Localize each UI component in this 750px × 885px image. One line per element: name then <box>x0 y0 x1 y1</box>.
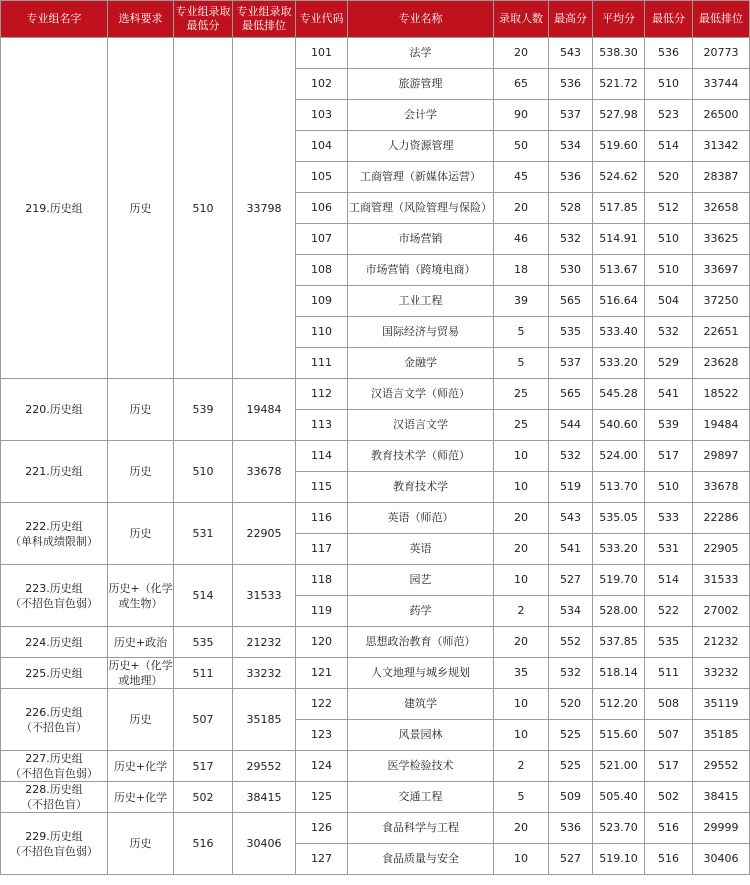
max-score: 536 <box>549 813 593 844</box>
group-min-rank: 19484 <box>233 379 296 441</box>
table-row <box>1 813 750 844</box>
subject-requirement: 历史+化学 <box>108 751 174 782</box>
min-rank: 33744 <box>693 69 750 100</box>
min-score: 516 <box>645 844 693 875</box>
table-row <box>1 441 750 472</box>
avg-score: 519.10 <box>593 844 645 875</box>
avg-score: 518.14 <box>593 658 645 689</box>
major-name: 法学 <box>348 38 494 69</box>
min-rank: 30406 <box>693 844 750 875</box>
avg-score: 512.20 <box>593 689 645 720</box>
min-rank: 27002 <box>693 596 750 627</box>
group-min-score: 510 <box>174 38 233 379</box>
admit-count: 5 <box>494 782 549 813</box>
major-name: 英语 <box>348 534 494 565</box>
max-score: 537 <box>549 348 593 379</box>
subject-requirement: 历史+政治 <box>108 627 174 658</box>
major-code: 104 <box>296 131 348 162</box>
major-code: 124 <box>296 751 348 782</box>
max-score: 552 <box>549 627 593 658</box>
admit-count: 45 <box>494 162 549 193</box>
max-score: 528 <box>549 193 593 224</box>
max-score: 541 <box>549 534 593 565</box>
max-score: 534 <box>549 596 593 627</box>
min-rank: 19484 <box>693 410 750 441</box>
min-rank: 33232 <box>693 658 750 689</box>
min-score: 523 <box>645 100 693 131</box>
subject-requirement: 历史+（化学 或生物） <box>108 565 174 627</box>
max-score: 565 <box>549 379 593 410</box>
group-min-score: 514 <box>174 565 233 627</box>
min-score: 517 <box>645 751 693 782</box>
max-score: 536 <box>549 162 593 193</box>
avg-score: 545.28 <box>593 379 645 410</box>
avg-score: 521.00 <box>593 751 645 782</box>
min-score: 520 <box>645 162 693 193</box>
major-name: 食品质量与安全 <box>348 844 494 875</box>
min-score: 510 <box>645 69 693 100</box>
max-score: 565 <box>549 286 593 317</box>
min-score: 535 <box>645 627 693 658</box>
avg-score: 515.60 <box>593 720 645 751</box>
group-min-rank: 33678 <box>233 441 296 503</box>
min-score: 532 <box>645 317 693 348</box>
major-name: 工业工程 <box>348 286 494 317</box>
group-min-score: 531 <box>174 503 233 565</box>
group-name: 225.历史组 <box>1 658 108 689</box>
min-rank: 29552 <box>693 751 750 782</box>
avg-score: 514.91 <box>593 224 645 255</box>
major-code: 111 <box>296 348 348 379</box>
avg-score: 519.70 <box>593 565 645 596</box>
max-score: 543 <box>549 503 593 534</box>
avg-score: 505.40 <box>593 782 645 813</box>
major-name: 市场营销 <box>348 224 494 255</box>
subject-requirement: 历史 <box>108 813 174 875</box>
max-score: 532 <box>549 441 593 472</box>
avg-score: 513.67 <box>593 255 645 286</box>
avg-score: 527.98 <box>593 100 645 131</box>
table-row <box>1 782 750 813</box>
admit-count: 10 <box>494 844 549 875</box>
group-name: 220.历史组 <box>1 379 108 441</box>
min-score: 508 <box>645 689 693 720</box>
major-name: 风景园林 <box>348 720 494 751</box>
major-name: 园艺 <box>348 565 494 596</box>
major-name: 汉语言文学（师范） <box>348 379 494 410</box>
max-score: 535 <box>549 317 593 348</box>
group-name: 228.历史组 （不招色盲） <box>1 782 108 813</box>
admit-count: 10 <box>494 565 549 596</box>
group-name: 227.历史组 （不招色盲色弱） <box>1 751 108 782</box>
major-name: 食品科学与工程 <box>348 813 494 844</box>
admit-count: 39 <box>494 286 549 317</box>
major-name: 人力资源管理 <box>348 131 494 162</box>
group-min-score: 535 <box>174 627 233 658</box>
group-min-rank: 38415 <box>233 782 296 813</box>
group-name: 229.历史组 （不招色盲色弱） <box>1 813 108 875</box>
admit-count: 20 <box>494 534 549 565</box>
min-rank: 22651 <box>693 317 750 348</box>
group-min-score: 502 <box>174 782 233 813</box>
max-score: 527 <box>549 844 593 875</box>
header-group-name: 专业组名字 <box>1 1 108 38</box>
major-code: 103 <box>296 100 348 131</box>
subject-requirement: 历史 <box>108 38 174 379</box>
min-score: 510 <box>645 472 693 503</box>
min-score: 541 <box>645 379 693 410</box>
subject-requirement: 历史 <box>108 379 174 441</box>
header-min-score: 最低分 <box>645 1 693 38</box>
max-score: 525 <box>549 720 593 751</box>
group-min-rank: 29552 <box>233 751 296 782</box>
major-name: 英语（师范） <box>348 503 494 534</box>
major-code: 116 <box>296 503 348 534</box>
min-score: 531 <box>645 534 693 565</box>
min-rank: 35185 <box>693 720 750 751</box>
min-rank: 33678 <box>693 472 750 503</box>
min-score: 514 <box>645 565 693 596</box>
major-name: 会计学 <box>348 100 494 131</box>
min-rank: 29897 <box>693 441 750 472</box>
admit-count: 10 <box>494 689 549 720</box>
admit-count: 90 <box>494 100 549 131</box>
major-name: 建筑学 <box>348 689 494 720</box>
group-min-rank: 31533 <box>233 565 296 627</box>
admit-count: 20 <box>494 627 549 658</box>
min-rank: 31533 <box>693 565 750 596</box>
avg-score: 533.40 <box>593 317 645 348</box>
max-score: 525 <box>549 751 593 782</box>
major-code: 105 <box>296 162 348 193</box>
subject-requirement: 历史+化学 <box>108 782 174 813</box>
admit-count: 35 <box>494 658 549 689</box>
subject-requirement: 历史+（化学 或地理） <box>108 659 173 687</box>
major-code: 117 <box>296 534 348 565</box>
major-name: 旅游管理 <box>348 69 494 100</box>
header-group-min-rank: 专业组录取 最低排位 <box>233 1 296 38</box>
min-rank: 37250 <box>693 286 750 317</box>
major-code: 118 <box>296 565 348 596</box>
major-code: 119 <box>296 596 348 627</box>
avg-score: 537.85 <box>593 627 645 658</box>
major-name: 工商管理（新媒体运营） <box>348 162 494 193</box>
major-name: 人文地理与城乡规划 <box>348 658 494 689</box>
table-body <box>1 38 750 875</box>
table-row <box>1 658 750 689</box>
min-score: 517 <box>645 441 693 472</box>
major-code: 114 <box>296 441 348 472</box>
subject-requirement: 历史 <box>108 689 174 751</box>
group-name: 224.历史组 <box>1 627 108 658</box>
avg-score: 538.30 <box>593 38 645 69</box>
group-min-rank: 33232 <box>233 658 296 689</box>
major-code: 120 <box>296 627 348 658</box>
admit-count: 2 <box>494 751 549 782</box>
admit-count: 25 <box>494 410 549 441</box>
max-score: 532 <box>549 658 593 689</box>
avg-score: 540.60 <box>593 410 645 441</box>
major-code: 102 <box>296 69 348 100</box>
admit-count: 2 <box>494 596 549 627</box>
major-name: 教育技术学（师范） <box>348 441 494 472</box>
min-score: 539 <box>645 410 693 441</box>
avg-score: 516.64 <box>593 286 645 317</box>
major-code: 122 <box>296 689 348 720</box>
admit-count: 46 <box>494 224 549 255</box>
min-score: 533 <box>645 503 693 534</box>
admit-count: 20 <box>494 503 549 534</box>
admit-count: 20 <box>494 813 549 844</box>
max-score: 534 <box>549 131 593 162</box>
min-score: 507 <box>645 720 693 751</box>
admit-count: 65 <box>494 69 549 100</box>
group-min-score: 517 <box>174 751 233 782</box>
admit-count: 18 <box>494 255 549 286</box>
min-score: 512 <box>645 193 693 224</box>
min-score: 510 <box>645 255 693 286</box>
table-row <box>1 689 750 720</box>
avg-score: 524.00 <box>593 441 645 472</box>
table-row <box>1 627 750 658</box>
min-score: 529 <box>645 348 693 379</box>
major-name: 思想政治教育（师范） <box>348 627 494 658</box>
table-header <box>1 1 750 38</box>
major-code: 112 <box>296 379 348 410</box>
avg-score: 533.20 <box>593 534 645 565</box>
header-major-name: 专业名称 <box>348 1 494 38</box>
admit-count: 5 <box>494 348 549 379</box>
avg-score: 517.85 <box>593 193 645 224</box>
min-rank: 32658 <box>693 193 750 224</box>
header-admit-count: 录取人数 <box>494 1 549 38</box>
min-rank: 20773 <box>693 38 750 69</box>
max-score: 520 <box>549 689 593 720</box>
admit-count: 10 <box>494 472 549 503</box>
table-row <box>1 751 750 782</box>
major-name: 教育技术学 <box>348 472 494 503</box>
min-rank: 33697 <box>693 255 750 286</box>
min-score: 522 <box>645 596 693 627</box>
min-rank: 29999 <box>693 813 750 844</box>
avg-score: 519.60 <box>593 131 645 162</box>
major-name: 医学检验技术 <box>348 751 494 782</box>
group-min-score: 507 <box>174 689 233 751</box>
max-score: 537 <box>549 100 593 131</box>
min-score: 536 <box>645 38 693 69</box>
min-score: 516 <box>645 813 693 844</box>
group-min-rank: 35185 <box>233 689 296 751</box>
max-score: 544 <box>549 410 593 441</box>
group-name: 219.历史组 <box>1 38 108 379</box>
header-avg-score: 平均分 <box>593 1 645 38</box>
avg-score: 521.72 <box>593 69 645 100</box>
min-rank: 31342 <box>693 131 750 162</box>
major-name: 市场营销（跨境电商） <box>348 255 494 286</box>
major-code: 113 <box>296 410 348 441</box>
group-min-rank: 30406 <box>233 813 296 875</box>
major-code: 121 <box>296 658 348 689</box>
header-major-code: 专业代码 <box>296 1 348 38</box>
avg-score: 523.70 <box>593 813 645 844</box>
admit-count: 50 <box>494 131 549 162</box>
min-score: 502 <box>645 782 693 813</box>
major-name: 国际经济与贸易 <box>348 317 494 348</box>
major-code: 107 <box>296 224 348 255</box>
header-subject-requirement: 选科要求 <box>108 1 174 38</box>
min-rank: 33625 <box>693 224 750 255</box>
major-name: 药学 <box>348 596 494 627</box>
min-rank: 22905 <box>693 534 750 565</box>
min-rank: 22286 <box>693 503 750 534</box>
group-name: 221.历史组 <box>1 441 108 503</box>
table-row <box>1 38 750 69</box>
admit-count: 10 <box>494 720 549 751</box>
table-row <box>1 503 750 534</box>
avg-score: 533.20 <box>593 348 645 379</box>
subject-requirement: 历史 <box>108 441 174 503</box>
max-score: 530 <box>549 255 593 286</box>
group-min-score: 516 <box>174 813 233 875</box>
major-code: 110 <box>296 317 348 348</box>
group-name: 222.历史组 （单科成绩限制） <box>1 503 108 565</box>
min-rank: 23628 <box>693 348 750 379</box>
group-min-rank: 22905 <box>233 503 296 565</box>
header-min-rank: 最低排位 <box>693 1 750 38</box>
avg-score: 535.05 <box>593 503 645 534</box>
avg-score: 513.70 <box>593 472 645 503</box>
min-rank: 38415 <box>693 782 750 813</box>
group-min-rank: 33798 <box>233 38 296 379</box>
min-score: 511 <box>645 658 693 689</box>
group-name: 223.历史组 （不招色盲色弱） <box>1 565 108 627</box>
major-code: 108 <box>296 255 348 286</box>
admit-count: 20 <box>494 193 549 224</box>
max-score: 532 <box>549 224 593 255</box>
min-score: 504 <box>645 286 693 317</box>
subject-requirement: 历史 <box>108 503 174 565</box>
max-score: 527 <box>549 565 593 596</box>
min-rank: 28387 <box>693 162 750 193</box>
major-code: 126 <box>296 813 348 844</box>
avg-score: 528.00 <box>593 596 645 627</box>
major-code: 106 <box>296 193 348 224</box>
group-min-score: 539 <box>174 379 233 441</box>
min-rank: 18522 <box>693 379 750 410</box>
major-code: 127 <box>296 844 348 875</box>
min-score: 510 <box>645 224 693 255</box>
admit-count: 20 <box>494 38 549 69</box>
group-min-score: 510 <box>174 441 233 503</box>
admit-count: 10 <box>494 441 549 472</box>
admit-count: 25 <box>494 379 549 410</box>
avg-score: 524.62 <box>593 162 645 193</box>
major-code: 115 <box>296 472 348 503</box>
max-score: 536 <box>549 69 593 100</box>
group-name: 226.历史组 （不招色盲） <box>1 689 108 751</box>
major-code: 101 <box>296 38 348 69</box>
major-code: 109 <box>296 286 348 317</box>
table-row <box>1 379 750 410</box>
major-name: 交通工程 <box>348 782 494 813</box>
max-score: 543 <box>549 38 593 69</box>
group-min-rank: 21232 <box>233 627 296 658</box>
max-score: 519 <box>549 472 593 503</box>
major-name: 金融学 <box>348 348 494 379</box>
min-rank: 21232 <box>693 627 750 658</box>
major-name: 工商管理（风险管理与保险） <box>348 193 494 224</box>
table-row <box>1 565 750 596</box>
header-max-score: 最高分 <box>549 1 593 38</box>
min-rank: 35119 <box>693 689 750 720</box>
max-score: 509 <box>549 782 593 813</box>
major-code: 123 <box>296 720 348 751</box>
major-code: 125 <box>296 782 348 813</box>
group-min-score: 511 <box>174 658 233 689</box>
min-rank: 26500 <box>693 100 750 131</box>
admit-count: 5 <box>494 317 549 348</box>
header-group-min-score: 专业组录取 最低分 <box>174 1 233 38</box>
min-score: 514 <box>645 131 693 162</box>
major-name: 汉语言文学 <box>348 410 494 441</box>
